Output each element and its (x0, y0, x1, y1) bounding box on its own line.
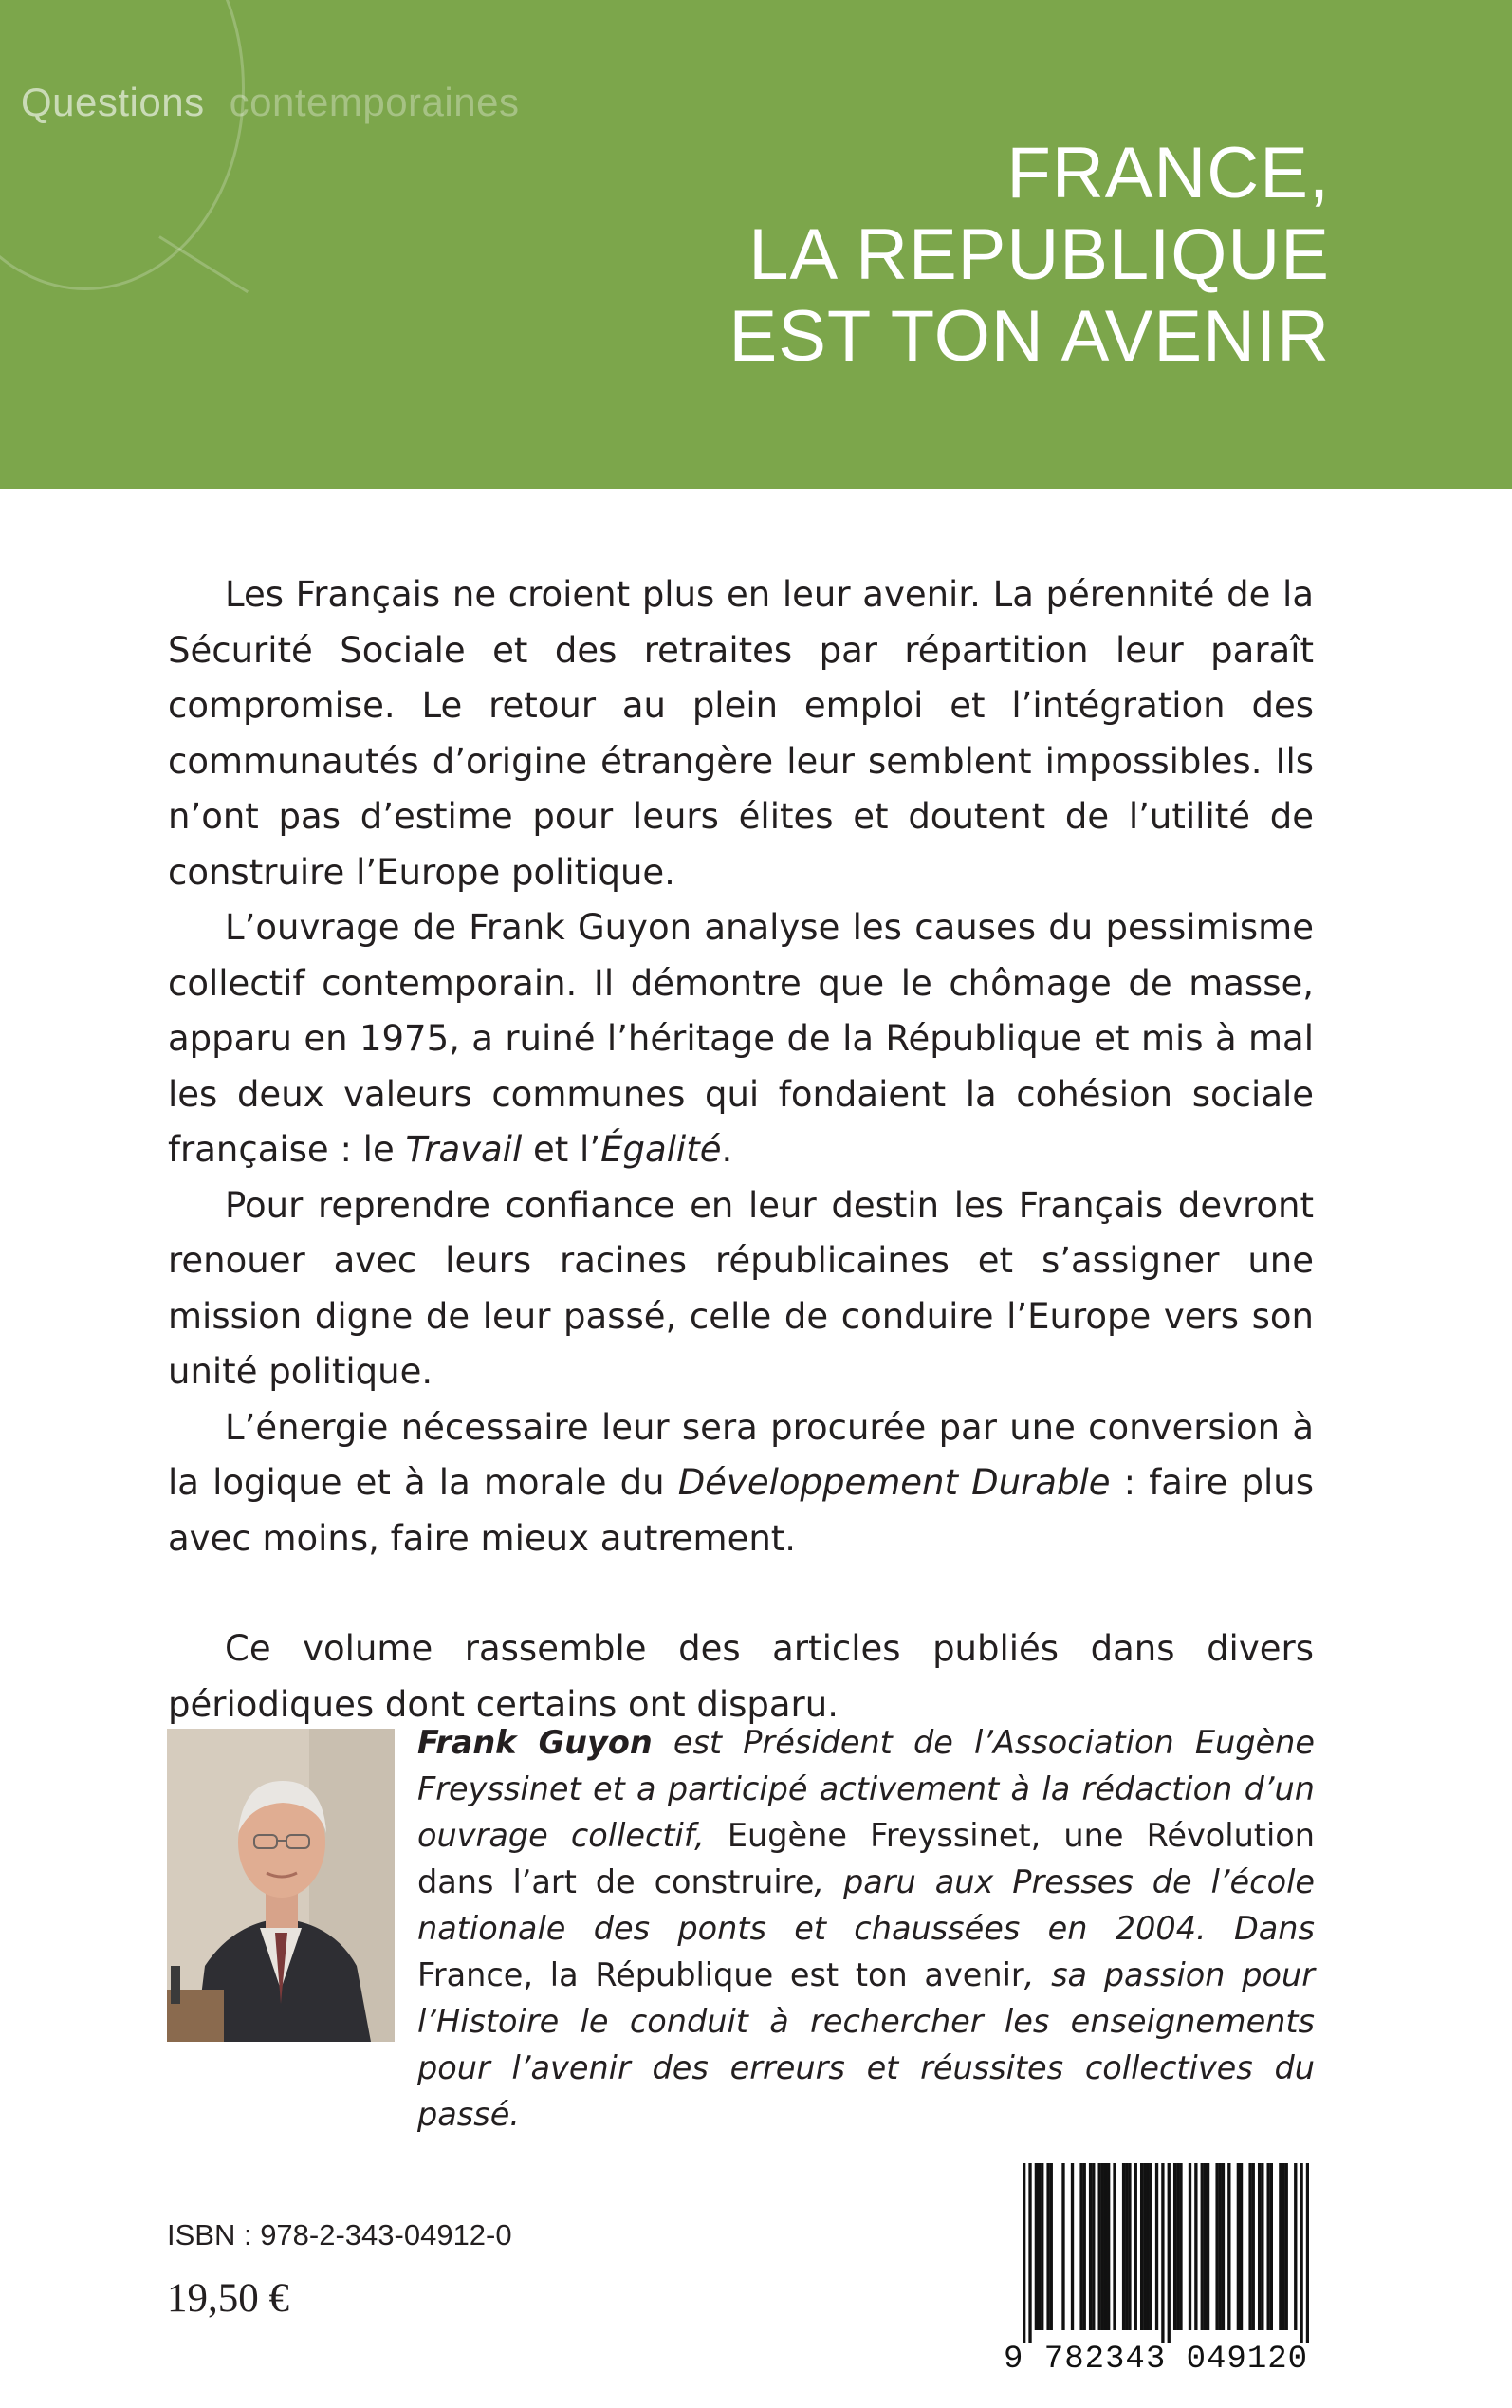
barcode-bar (1143, 2163, 1146, 2330)
author-book-2: France, la République est ton avenir (417, 1956, 1024, 1993)
blurb-paragraph-1: Les Français ne croient plus en leur avenir. La pérennité de la Sécurité Sociale et des retraites par répartition leur paraît compromise. Le retour au plein emploi et l’intégration des communautés d’origine étrangère leur semblent impossibles. Ils n’ont pas d’estime pour leurs élites et doutent de l’utilité de construire l’Europe politique. (168, 574, 1314, 893)
blurb-paragraph-5: Ce volume rassemble des articles publiés dans divers périodiques dont certains ont disparu. (168, 1628, 1314, 1725)
author-bio-part-3: , sa passion pour l’Histoire le conduit à rechercher les enseignements pour l’avenir des erreurs et réussites collectives du passé. (417, 1956, 1316, 2133)
barcode-bar (1240, 2163, 1243, 2330)
series-q-logo-ring (0, 0, 245, 290)
barcode-bar (1306, 2163, 1309, 2343)
author-name: Frank Guyon (417, 1724, 653, 1761)
barcode-bar (1282, 2163, 1284, 2330)
barcode-bar (1038, 2163, 1041, 2330)
price: 19,50 € (167, 2276, 289, 2321)
series-word-questions: Questions (21, 80, 205, 124)
barcode-bar (1071, 2163, 1074, 2330)
barcode-bar (1219, 2163, 1222, 2330)
barcode-bar (1122, 2163, 1125, 2330)
blurb-p2-emphasis-egalite: Égalité (600, 1129, 722, 1170)
author-portrait-illustration (167, 1729, 395, 2042)
blurb-p2-mid: et l’ (522, 1129, 601, 1170)
barcode-bar (1270, 2163, 1273, 2330)
barcode-bar (1107, 2163, 1110, 2330)
barcode-bar (1035, 2163, 1038, 2330)
barcode-digits: 9 782343 049120 (1004, 2342, 1309, 2378)
barcode-bar (1089, 2163, 1092, 2330)
barcode-bar (1201, 2163, 1204, 2330)
series-name (21, 80, 519, 125)
barcode-bar (1150, 2163, 1152, 2330)
barcode-bar (1083, 2163, 1086, 2330)
book-title-line-3: EST TON AVENIR (728, 296, 1330, 377)
author-bio-part-2: , paru aux Presses de l’école nationale des ponts et chaussées en 2004. Dans (417, 1863, 1315, 1947)
barcode-bar (1125, 2163, 1128, 2330)
cover-header-band (0, 0, 1512, 489)
barcode-bar (1300, 2163, 1302, 2343)
barcode-bar (1261, 2163, 1263, 2330)
barcode-bar (1204, 2163, 1207, 2330)
barcode-bar (1227, 2163, 1230, 2330)
barcode-bar (1285, 2163, 1288, 2330)
blurb-p2-emphasis-travail: Travail (405, 1129, 523, 1170)
barcode-bar (1061, 2163, 1064, 2330)
barcode-bar (1161, 2163, 1164, 2343)
barcode-bar (1134, 2163, 1137, 2330)
barcode-bar (1028, 2163, 1031, 2343)
book-title-line-2: LA REPUBLIQUE (748, 214, 1330, 295)
barcode-bar (1168, 2163, 1171, 2343)
barcode-bar (1046, 2163, 1049, 2330)
blurb-p4-emphasis: Développement Durable (677, 1462, 1111, 1503)
barcode-bar (1173, 2163, 1176, 2330)
barcode-bar (1104, 2163, 1107, 2330)
barcode-bar (1189, 2163, 1191, 2330)
blurb-p4-text: L’énergie nécessaire leur sera procurée par une conversion à la logique et à la morale du (168, 1406, 1314, 1503)
barcode-bar (1248, 2163, 1251, 2330)
barcode-bars (1023, 2163, 1309, 2343)
barcode-bar (1252, 2163, 1255, 2330)
barcode-bar (1194, 2163, 1197, 2330)
barcode-bar (1258, 2163, 1261, 2330)
barcode-bar (1215, 2163, 1218, 2330)
barcode-bar (1140, 2163, 1143, 2330)
blurb-p2-text: L’ouvrage de Frank Guyon analyse les causes du pessimisme collectif contemporain. Il démontre que le chômage de masse, apparu en 1975, a ruiné l’héritage de la République et mis à mal les deux valeurs communes qui fondaient la cohésion sociale française : le (168, 907, 1314, 1170)
isbn: ISBN : 978-2-343-04912-0 (167, 2218, 512, 2251)
author-photo (167, 1729, 395, 2042)
author-book-1: Eugène Freyssinet, une Révolution dans l’art de construire (417, 1817, 1315, 1900)
barcode-bar (1113, 2163, 1116, 2330)
barcode-bar (1279, 2163, 1282, 2330)
blurb (168, 567, 1314, 1732)
barcode-bar (1101, 2163, 1104, 2330)
barcode-bar (1207, 2163, 1209, 2330)
barcode-bar (1179, 2163, 1182, 2330)
barcode-bar (1155, 2163, 1158, 2330)
series-q-logo-tail (158, 235, 249, 293)
barcode-bar (1128, 2163, 1131, 2330)
blurb-p2-end: . (721, 1129, 733, 1170)
blurb-paragraph-2 (168, 900, 1314, 1178)
barcode-bar (1041, 2163, 1043, 2330)
author-bio (417, 1719, 1315, 2138)
blurb-paragraph-4 (168, 1400, 1314, 1567)
barcode-bar (1023, 2163, 1025, 2343)
barcode-bar (1050, 2163, 1053, 2330)
book-title-line-1: FRANCE, (1006, 133, 1330, 213)
barcode-bar (1146, 2163, 1149, 2330)
barcode-bar (1222, 2163, 1225, 2330)
barcode-bar (1097, 2163, 1100, 2330)
barcode-bar (1294, 2163, 1297, 2330)
book-title (729, 133, 1330, 378)
barcode-bar (1237, 2163, 1240, 2330)
barcode-bar (1176, 2163, 1179, 2330)
author-bio-part-1: est Président de l’Association Eugène Freyssinet et a participé activement à la rédaction d’un ouvrage collectif, (417, 1724, 1315, 1854)
blurb-paragraph-3: Pour reprendre confiance en leur destin les Français devront renouer avec leurs racines républicaines et s’assigner une mission digne de leur passé, celle de conduire l’Europe vers son unité politique. (168, 1184, 1314, 1392)
barcode-bar (1092, 2163, 1095, 2330)
blurb-p4-end: : faire plus avec moins, faire mieux autrement. (168, 1462, 1315, 1559)
barcode-bar (1079, 2163, 1082, 2330)
barcode-bar (1266, 2163, 1269, 2330)
author-bio-text (417, 1719, 1315, 2138)
series-word-contemporaines: contemporaines (229, 80, 520, 124)
barcode (1004, 2163, 1317, 2380)
